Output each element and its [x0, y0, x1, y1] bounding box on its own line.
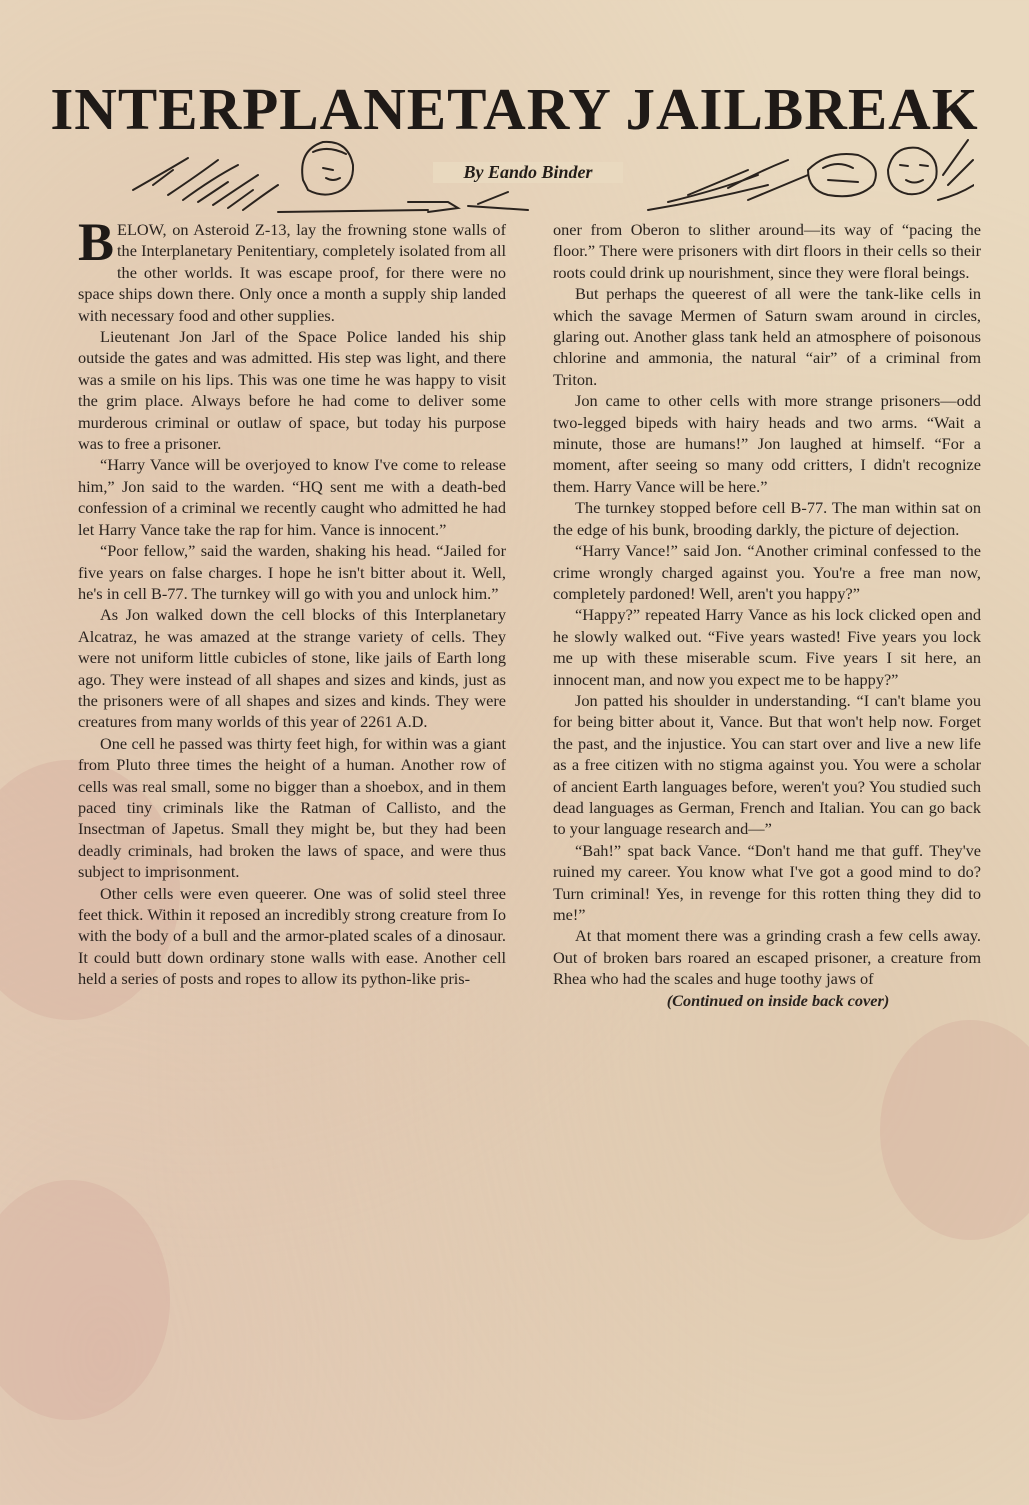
story-title: INTERPLANETARY JAILBREAK: [50, 76, 979, 142]
paper-stain: [880, 1020, 1029, 1240]
drop-cap: B: [78, 212, 115, 272]
paragraph: But perhaps the queerest of all were the tank-like cells in which the savage Mermen of Saturn swam around in circles, glaring out. Another glass tank held an atmosphere of poisonous chlorine and ammonia, the natural “air” of a criminal from Triton.: [553, 284, 981, 389]
paragraph: Lieutenant Jon Jarl of the Space Police landed his ship outside the gates and was admitted. His step was light, and there was a smile on his lips. This was one time he was happy to visit the grim place. Always before he had come to deliver some murderous criminal or outlaw of space, but today his purpose was to free a prisoner.: [78, 327, 506, 454]
paragraph: Jon came to other cells with more strange prisoners—odd two-legged bipeds with hairy heads and two arms. “Wait a minute, those are humans!” Jon laughed at himself. “For a moment, after seeing so many odd critters, I didn't recognize them. Harry Vance will be here.”: [553, 391, 981, 496]
paragraph: Other cells were even queerer. One was of solid steel three feet thick. Within it reposed an incredibly strong creature from Io with the body of a bull and the armor-plated scales of a dinosaur. It could butt down ordinary stone walls with ease. Another cell held a series of posts and ropes to allow its python-like pris-: [78, 883, 506, 989]
paragraph: “Happy?” repeated Harry Vance as his lock clicked open and he slowly walked out. “Five years wasted! Five years you lock me up with these miserable scum. Five years I sit here, an innocent man, and now you expect me to be happy?”: [553, 605, 981, 689]
paragraph: Jon patted his shoulder in understanding. “I can't blame you for being bitter about it, Vance. But that won't help now. Forget the past, and the injustice. You can start over and live a new life as a free citizen with no stigma against you. You were a scholar of ancient Earth languages before, weren't you? You studied such dead languages as German, French and Italian. You can go back to your language research and—”: [553, 690, 981, 839]
paragraph: “Harry Vance!” said Jon. “Another criminal confessed to the crime wrongly charged against you. You're a free man now, completely pardoned! Well, aren't you happy?”: [553, 541, 981, 603]
paragraph-text: ELOW, on Asteroid Z-13, lay the frowning stone walls of the Interplanetary Penitentiary, completely isolated from all the other worlds. It was escape proof, for there were no space ships down there. Only once a month a supply ship landed with necessary food and other supplies.: [78, 220, 506, 325]
paragraph: One cell he passed was thirty feet high, for within was a giant from Pluto three times the height of a human. Another row of cells was real small, some no bigger than a shoebox, and in them paced tiny criminals like the Ratman of Callisto, and the Insectman of Japetus. Small they might be, but they had been deadly criminals, had broken the laws of space, and were thus subject to imprisonment.: [78, 733, 506, 882]
paragraph: As Jon walked down the cell blocks of this Interplanetary Alcatraz, he was amazed at the strange variety of cells. They were not uniform little cubicles of stone, like jails of Earth long ago. They were instead of all shapes and sizes and kinds, just as the prisoners were of all shapes and sizes and kinds. They were creatures from many worlds of this year of 2261 A.D.: [78, 605, 506, 732]
paragraph: “Harry Vance will be overjoyed to know I've come to release him,” Jon said to the warden. “HQ sent me with a death-bed confession of a criminal we recently caught who admitted he had let Harry Vance take the rap for him. Vance is innocent.”: [78, 455, 506, 539]
continued-note: (Continued on inside back cover): [666, 990, 890, 1010]
byline: By Eando Binder: [433, 162, 623, 183]
paragraph: “Poor fellow,” said the warden, shaking his head. “Jailed for five years on false charges. I hope he isn't bitter about it. Well, he's in cell B-77. The turnkey will go with you and unlock him.”: [78, 541, 506, 603]
paper-stain: [0, 1180, 170, 1420]
paragraph: [78, 212, 506, 326]
left-column: [78, 212, 506, 990]
paragraph: The turnkey stopped before cell B-77. The man within sat on the edge of his bunk, brooding darkly, the picture of dejection.: [553, 498, 981, 539]
right-column: [553, 219, 981, 1011]
paragraph: oner from Oberon to slither around—its way of “pacing the floor.” There were prisoners with dirt floors in their cells so their roots could drink up nourishment, since they were floral beings.: [553, 220, 981, 282]
paragraph: At that moment there was a grinding crash a few cells away. Out of broken bars roared an escaped prisoner, a creature from Rhea who had the scales and huge toothy jaws of: [553, 926, 981, 989]
paragraph: “Bah!” spat back Vance. “Don't hand me that guff. They've ruined my career. You know what I've got a good mind to do? Turn criminal! Yes, in revenge for this rotten thing they did to me!”: [553, 840, 981, 924]
